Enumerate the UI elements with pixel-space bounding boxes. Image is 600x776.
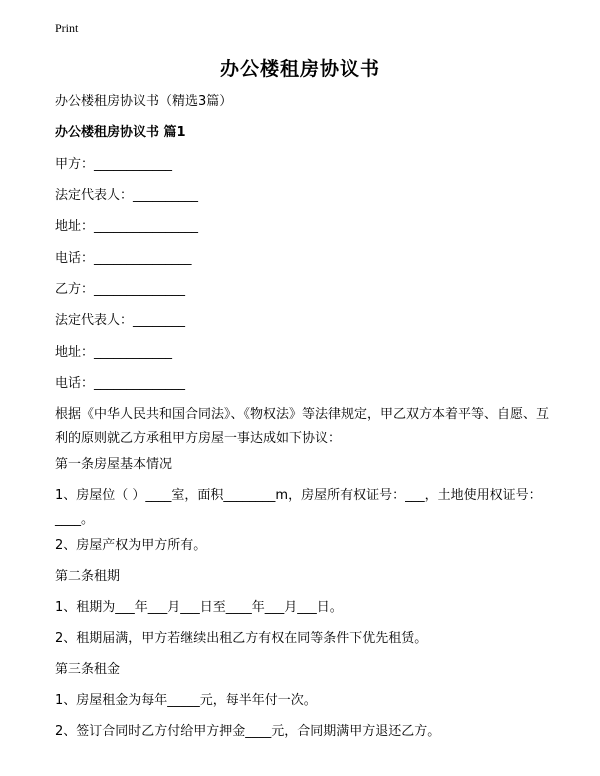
party-a-line: 甲方：____________ [55, 157, 173, 172]
article-1-item-1: 1、房屋位（ ）____室，面积________m，房屋所有权证号：___，土地使用权证号：____。 [55, 488, 542, 527]
document-title: 办公楼租房协议书 [219, 58, 380, 80]
party-a-representative-line: 法定代表人：__________ [55, 188, 199, 203]
article-1-item-2: 2、房屋产权为甲方所有。 [55, 538, 207, 553]
article-2-item-2: 2、租期届满，甲方若继续出租乙方有权在同等条件下优先租赁。 [55, 631, 428, 646]
party-b-representative-line: 法定代表人：________ [55, 313, 186, 328]
party-a-address-line: 地址：________________ [55, 219, 199, 234]
article-1-title: 第一条房屋基本情况 [55, 457, 173, 472]
article-2-title: 第二条租期 [55, 569, 121, 584]
print-link[interactable]: Print [55, 21, 79, 35]
article-2-item-1: 1、租期为___年___月___日至____年___月___日。 [55, 600, 343, 615]
article-3-item-1: 1、房屋租金为每年_____元，每半年付一次。 [55, 693, 317, 708]
intro-paragraph: 根据《中华人民共和国合同法》、《物权法》等法律规定，甲乙双方本着平等、自愿、互利的原则就乙方承租甲方房屋一事达成如下协议： [55, 407, 550, 446]
article-3-item-2: 2、签订合同时乙方付给甲方押金____元，合同期满甲方退还乙方。 [55, 724, 441, 739]
party-b-phone-line: 电话：______________ [55, 376, 186, 391]
party-b-address-line: 地址：____________ [55, 345, 173, 360]
document-subtitle: 办公楼租房协议书（精选3篇） [55, 94, 233, 109]
party-a-phone-line: 电话：_______________ [55, 251, 192, 266]
party-b-line: 乙方：______________ [55, 282, 186, 297]
article-3-title: 第三条租金 [55, 662, 121, 677]
section-heading: 办公楼租房协议书 篇1 [55, 125, 186, 140]
